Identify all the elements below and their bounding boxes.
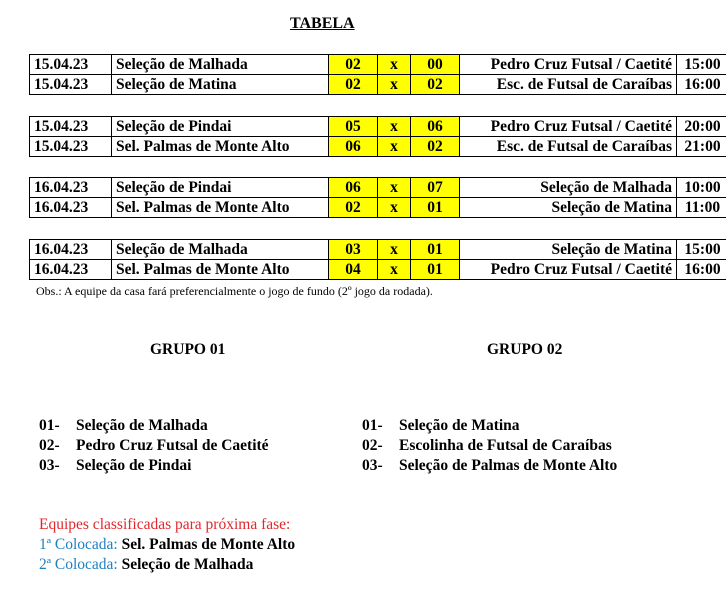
match-date: 15.04.23	[30, 137, 112, 157]
match-date: 15.04.23	[30, 55, 112, 75]
match-date: 16.04.23	[30, 260, 112, 280]
team-name: Seleção de Matina	[399, 417, 520, 434]
qualified-heading: Equipes classificadas para próxima fase:	[39, 516, 291, 533]
group-01-item	[39, 456, 269, 476]
home-team: Seleção de Matina	[112, 75, 329, 95]
away-team: Esc. de Futsal de Caraíbas	[460, 75, 677, 95]
score-separator: x	[378, 198, 411, 218]
match-row	[30, 178, 726, 198]
home-team: Sel. Palmas de Monte Alto	[112, 137, 329, 157]
group-02-item	[362, 436, 617, 456]
team-name: Seleção de Pindai	[76, 457, 192, 474]
match-time: 11:00	[677, 198, 726, 218]
match-time: 20:00	[677, 117, 726, 137]
score-separator: x	[378, 75, 411, 95]
score-separator: x	[378, 137, 411, 157]
match-block	[29, 177, 726, 218]
away-team: Pedro Cruz Futsal / Caetité	[460, 55, 677, 75]
match-row	[30, 260, 726, 280]
away-score: 00	[411, 55, 460, 75]
away-score: 02	[411, 137, 460, 157]
team-name: Seleção de Malhada	[76, 417, 208, 434]
match-row	[30, 137, 726, 157]
item-number: 02-	[39, 437, 60, 454]
first-place-label: 1ª Colocada:	[39, 536, 118, 553]
home-team: Seleção de Malhada	[112, 55, 329, 75]
match-time: 10:00	[677, 178, 726, 198]
match-block	[29, 54, 726, 95]
item-number: 01-	[39, 417, 60, 434]
group-01-item	[39, 416, 269, 436]
match-block	[29, 239, 726, 280]
first-place-line	[39, 535, 295, 555]
second-place-team: Seleção de Malhada	[121, 556, 254, 573]
away-team: Pedro Cruz Futsal / Caetité	[460, 117, 677, 137]
away-score: 01	[411, 198, 460, 218]
home-score: 06	[329, 137, 378, 157]
home-score: 03	[329, 240, 378, 260]
match-date: 16.04.23	[30, 240, 112, 260]
score-separator: x	[378, 117, 411, 137]
match-row	[30, 117, 726, 137]
score-separator: x	[378, 55, 411, 75]
away-team: Seleção de Matina	[460, 240, 677, 260]
group-02-item	[362, 416, 617, 436]
score-separator: x	[378, 178, 411, 198]
match-time: 16:00	[677, 260, 726, 280]
team-name: Pedro Cruz Futsal de Caetité	[76, 437, 269, 454]
team-name: Escolinha de Futsal de Caraíbas	[399, 437, 612, 454]
home-score: 05	[329, 117, 378, 137]
match-date: 16.04.23	[30, 198, 112, 218]
home-score: 04	[329, 260, 378, 280]
group-02-item	[362, 456, 617, 476]
home-score: 02	[329, 198, 378, 218]
match-row	[30, 198, 726, 218]
away-score: 07	[411, 178, 460, 198]
group-01-item	[39, 436, 269, 456]
home-team: Sel. Palmas de Monte Alto	[112, 198, 329, 218]
match-date: 15.04.23	[30, 75, 112, 95]
group-01-list	[39, 416, 269, 476]
match-row	[30, 240, 726, 260]
item-number: 03-	[39, 457, 60, 474]
home-team: Seleção de Pindai	[112, 117, 329, 137]
match-time: 15:00	[677, 55, 726, 75]
match-block	[29, 116, 726, 157]
away-score: 01	[411, 240, 460, 260]
match-time: 16:00	[677, 75, 726, 95]
away-team: Pedro Cruz Futsal / Caetité	[460, 260, 677, 280]
score-separator: x	[378, 240, 411, 260]
team-name: Seleção de Palmas de Monte Alto	[399, 457, 618, 474]
match-row	[30, 55, 726, 75]
item-number: 01-	[362, 417, 383, 434]
score-separator: x	[378, 260, 411, 280]
match-time: 21:00	[677, 137, 726, 157]
first-place-team: Sel. Palmas de Monte Alto	[121, 536, 296, 553]
away-team: Esc. de Futsal de Caraíbas	[460, 137, 677, 157]
home-team: Sel. Palmas de Monte Alto	[112, 260, 329, 280]
qualified-section	[39, 515, 295, 575]
away-score: 06	[411, 117, 460, 137]
group-02-list	[362, 416, 617, 476]
home-score: 06	[329, 178, 378, 198]
away-score: 01	[411, 260, 460, 280]
match-date: 15.04.23	[30, 117, 112, 137]
second-place-label: 2ª Colocada:	[39, 556, 118, 573]
item-number: 02-	[362, 437, 383, 454]
item-number: 03-	[362, 457, 383, 474]
home-score: 02	[329, 55, 378, 75]
match-time: 15:00	[677, 240, 726, 260]
away-score: 02	[411, 75, 460, 95]
home-score: 02	[329, 75, 378, 95]
match-date: 16.04.23	[30, 178, 112, 198]
group-01-title: GRUPO 01	[150, 341, 226, 358]
group-02-title: GRUPO 02	[487, 341, 563, 358]
second-place-line	[39, 555, 295, 575]
observation-note: Obs.: A equipe da casa fará preferencialmente o jogo de fundo (2º jogo da rodada).	[36, 284, 433, 298]
home-team: Seleção de Malhada	[112, 240, 329, 260]
page-title: TABELA	[290, 15, 355, 32]
away-team: Seleção de Malhada	[460, 178, 677, 198]
home-team: Seleção de Pindai	[112, 178, 329, 198]
away-team: Seleção de Matina	[460, 198, 677, 218]
match-row	[30, 75, 726, 95]
